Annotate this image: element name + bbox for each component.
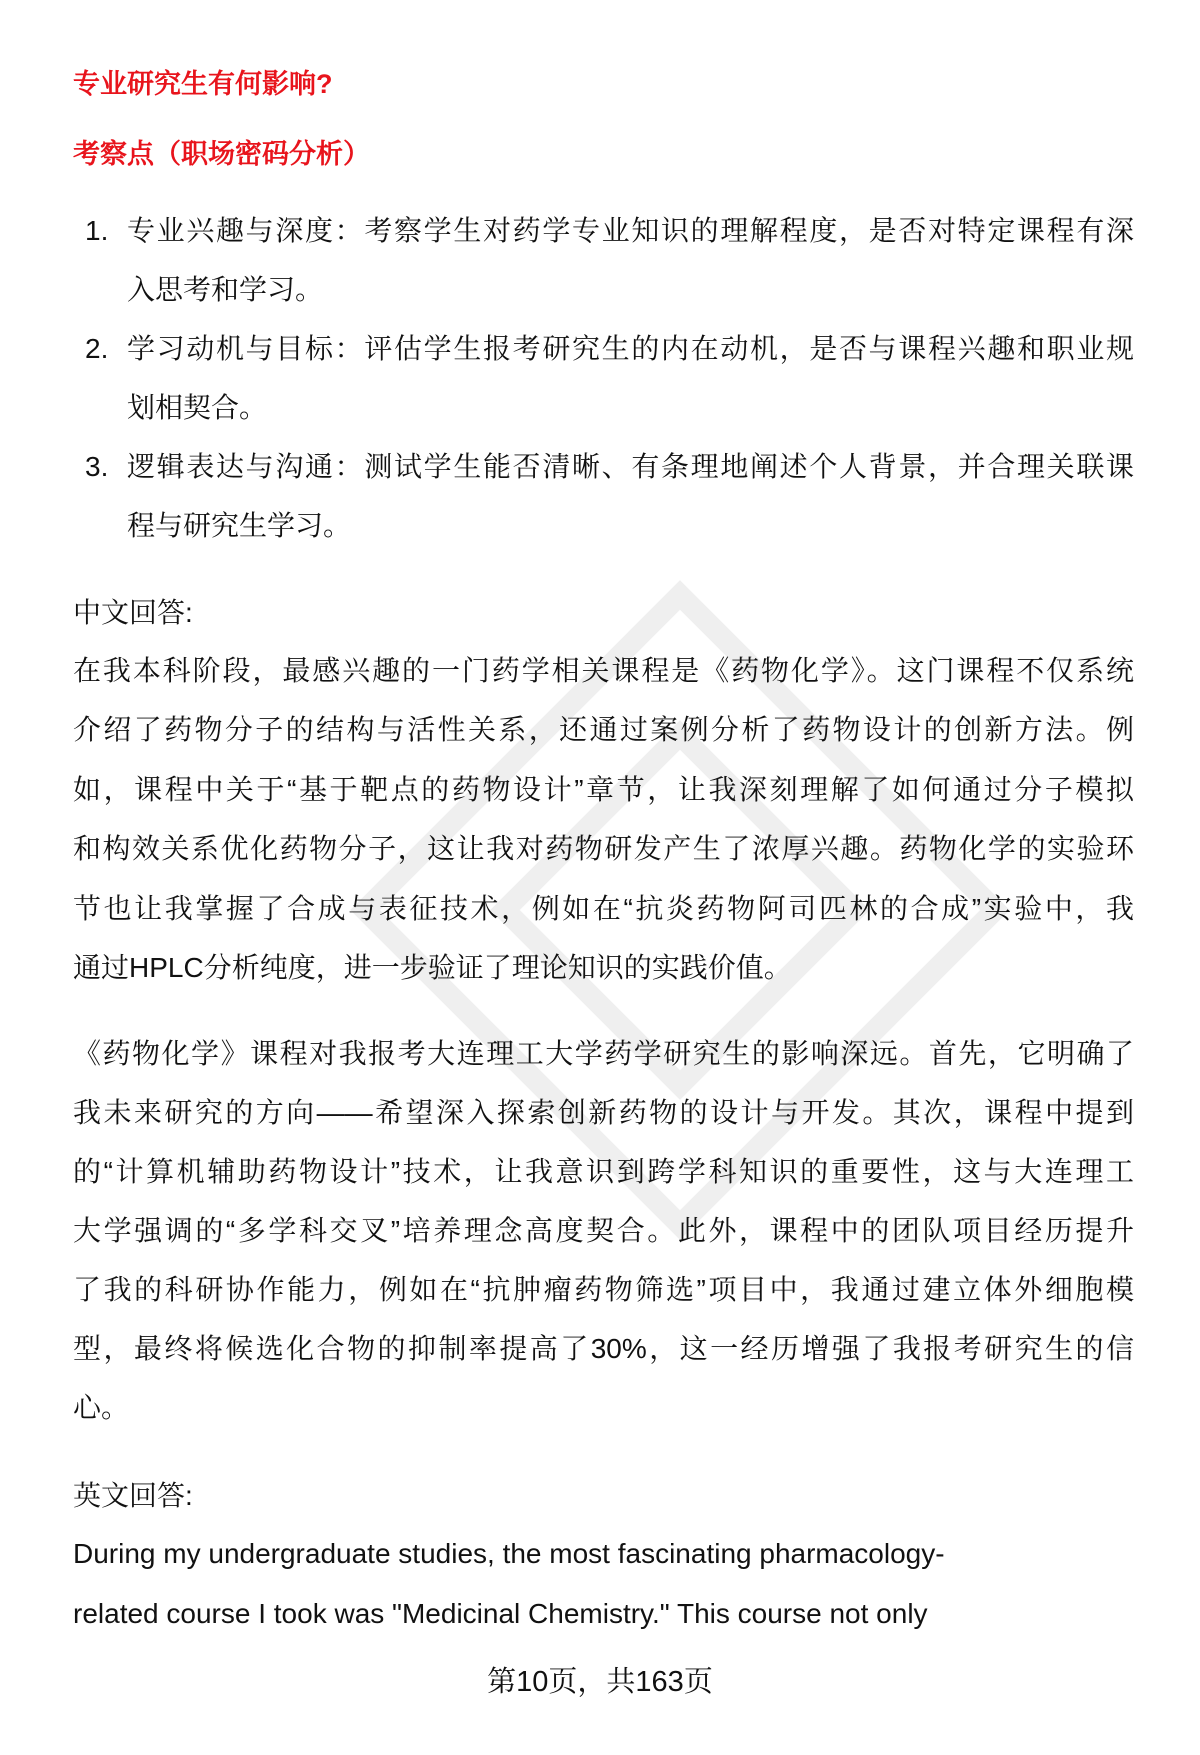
paragraph-line: 和构效关系优化药物分子，这让我对药物研发产生了浓厚兴趣。药物化学的实验环 bbox=[73, 833, 1134, 864]
paragraph-line: 我未来研究的方向——希望深入探索创新药物的设计与开发。其次，课程中提到 bbox=[73, 1097, 1134, 1128]
question-heading: 专业研究生有何影响? bbox=[73, 69, 333, 99]
paragraph-line: 型，最终将候选化合物的抑制率提高了30%，这一经历增强了我报考研究生的信 bbox=[73, 1333, 1134, 1364]
chinese-answer-label: 中文回答: bbox=[73, 597, 193, 628]
list-item-line: 逻辑表达与沟通：测试学生能否清晰、有条理地阐述个人背景，并合理关联课 bbox=[127, 451, 1134, 482]
list-item-line: 入思考和学习。 bbox=[127, 274, 324, 305]
list-item-line: 程与研究生学习。 bbox=[127, 510, 352, 541]
paragraph-line: 《药物化学》课程对我报考大连理工大学药学研究生的影响深远。首先，它明确了 bbox=[73, 1038, 1134, 1069]
list-item-line: 划相契合。 bbox=[127, 392, 268, 423]
list-number: 1. bbox=[85, 215, 109, 246]
paragraph-line: 节也让我掌握了合成与表征技术，例如在“抗炎药物阿司匹林的合成”实验中，我 bbox=[73, 893, 1134, 924]
paragraph-line: 在我本科阶段，最感兴趣的一门药学相关课程是《药物化学》。这门课程不仅系统 bbox=[73, 655, 1134, 686]
paragraph-line: 大学强调的“多学科交叉”培养理念高度契合。此外，课程中的团队项目经历提升 bbox=[73, 1215, 1134, 1246]
paragraph-line: related course I took was "Medicinal Chemistry." This course not only bbox=[73, 1598, 928, 1629]
paragraph-line: 了我的科研协作能力，例如在“抗肿瘤药物筛选”项目中，我通过建立体外细胞模 bbox=[73, 1274, 1134, 1305]
paragraph-line: During my undergraduate studies, the most fascinating pharmacology- bbox=[73, 1538, 945, 1569]
list-number: 2. bbox=[85, 333, 109, 364]
list-number: 3. bbox=[85, 451, 109, 482]
paragraph-line: 通过HPLC分析纯度，进一步验证了理论知识的实践价值。 bbox=[73, 952, 792, 983]
paragraph-line: 介绍了药物分子的结构与活性关系，还通过案例分析了药物设计的创新方法。例 bbox=[73, 714, 1134, 745]
paragraph-line: 的“计算机辅助药物设计”技术，让我意识到跨学科知识的重要性，这与大连理工 bbox=[73, 1156, 1134, 1187]
paragraph-line: 如，课程中关于“基于靶点的药物设计”章节，让我深刻理解了如何通过分子模拟 bbox=[73, 774, 1134, 805]
list-item-line: 学习动机与目标：评估学生报考研究生的内在动机，是否与课程兴趣和职业规 bbox=[127, 333, 1134, 364]
english-answer-label: 英文回答: bbox=[73, 1480, 193, 1511]
page-number: 第10页，共163页 bbox=[487, 1666, 713, 1698]
analysis-heading: 考察点（职场密码分析） bbox=[73, 139, 370, 169]
paragraph-line: 心。 bbox=[73, 1392, 130, 1423]
list-item-line: 专业兴趣与深度：考察学生对药学专业知识的理解程度，是否对特定课程有深 bbox=[127, 215, 1134, 246]
